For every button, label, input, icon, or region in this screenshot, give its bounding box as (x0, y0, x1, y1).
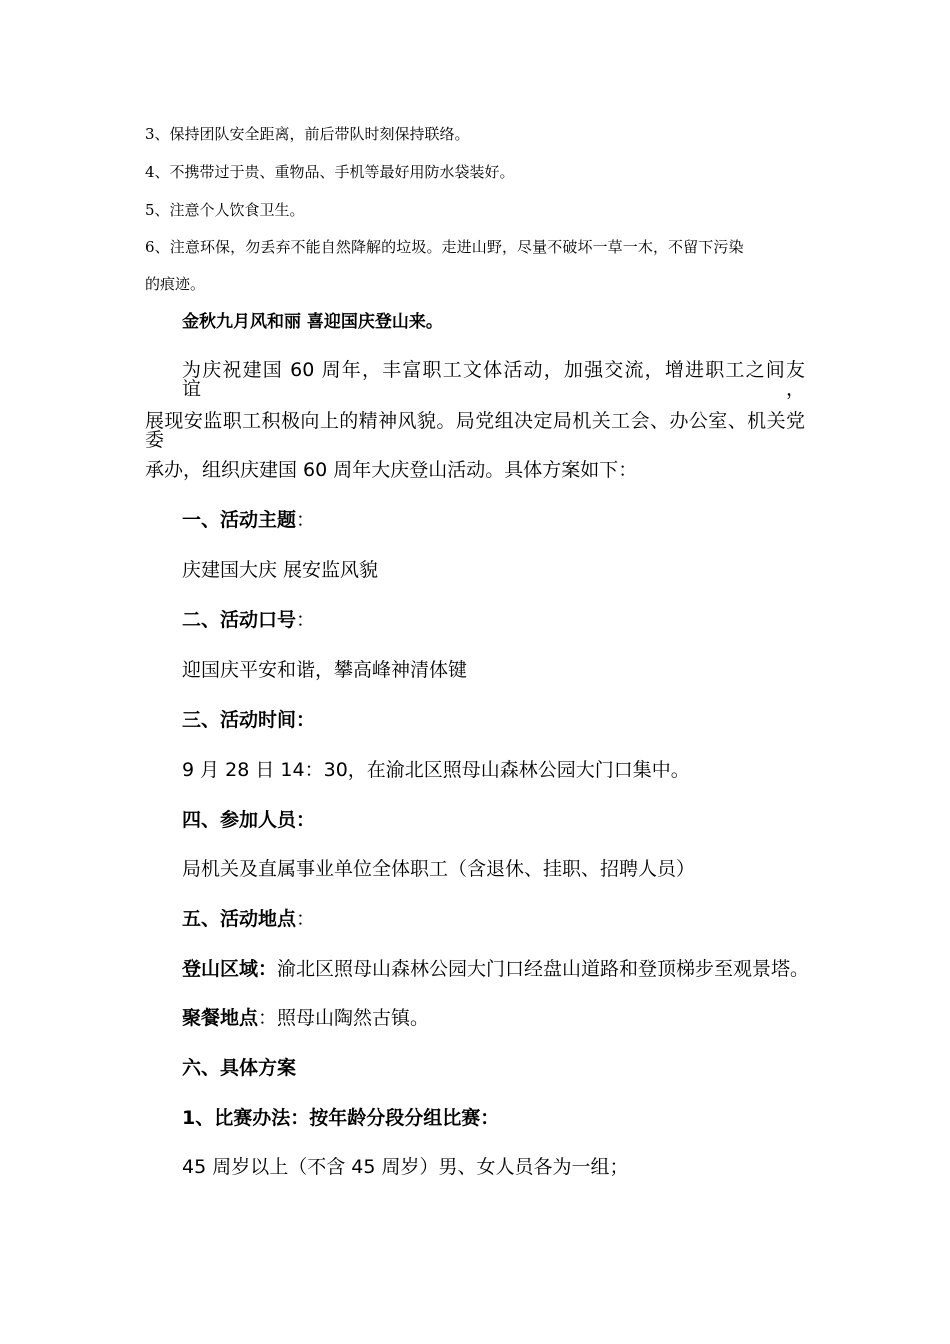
rule-1-heading: 1、比赛办法：按年龄分段分组比赛： (182, 1107, 500, 1129)
safety-note-6-line1: 6、注意环保，勿丢弃不能自然降解的垃圾。走进山野，尽量不破坏一草一木，不留下污染 (145, 238, 744, 256)
section-1-heading: 一、活动主题 (182, 509, 297, 531)
dinner-location-text: ：照母山陶然古镇。 (258, 1007, 430, 1029)
safety-note-6-line2: 的痕迹。 (145, 275, 206, 293)
plan-title: 金秋九月风和丽 喜迎国庆登山来。 (182, 312, 443, 332)
section-2-body: 迎国庆平安和谐，攀高峰神清体键 (182, 659, 468, 681)
section-1-body: 庆建国大庆 展安监风貌 (182, 559, 379, 581)
climb-area-line (182, 960, 809, 979)
climb-area-text: 渝北区照母山森林公园大门口经盘山道路和登顶梯步至观景塔。 (277, 958, 810, 980)
section-4-heading: 四、参加人员： (182, 809, 316, 831)
section-5-heading: 五、活动地点 (182, 908, 297, 930)
intro-line-1: 为庆祝建国 60 周年，丰富职工文体活动，加强交流，增进职工之间友谊， (182, 359, 805, 400)
section-2-colon: ： (296, 609, 316, 631)
dinner-location-line (182, 1009, 429, 1028)
section-2-heading: 二、活动口号 (182, 609, 297, 631)
section-3-body: 9 月 28 日 14：30，在渝北区照母山森林公园大门口集中。 (182, 759, 690, 781)
section-3-heading: 三、活动时间： (182, 709, 316, 731)
section-5-heading-line (182, 910, 315, 929)
safety-note-3: 3、保持团队安全距离，前后带队时刻保持联络。 (145, 125, 470, 143)
section-4-body: 局机关及直属事业单位全体职工（含退休、挂职、招聘人员） (182, 858, 696, 880)
dinner-location-label: 聚餐地点 (182, 1007, 259, 1029)
climb-area-label: 登山区域： (182, 958, 278, 980)
intro-line-3: 承办，组织庆建国 60 周年大庆登山活动。具体方案如下： (145, 459, 638, 481)
safety-note-4: 4、不携带过于贵、重物品、手机等最好用防水袋装好。 (145, 163, 515, 181)
rule-1-body: 45 周岁以上（不含 45 周岁）男、女人员各为一组； (182, 1156, 629, 1178)
section-1-colon: ： (296, 509, 316, 531)
section-1-heading-line (182, 511, 315, 530)
section-2-heading-line (182, 611, 315, 630)
intro-line-2: 展现安监职工积极向上的精神风貌。局党组决定局机关工会、办公室、机关党委 (145, 410, 805, 451)
section-6-heading: 六、具体方案 (182, 1057, 297, 1079)
safety-note-5: 5、注意个人饮食卫生。 (145, 201, 305, 219)
section-5-colon: ： (296, 908, 316, 930)
